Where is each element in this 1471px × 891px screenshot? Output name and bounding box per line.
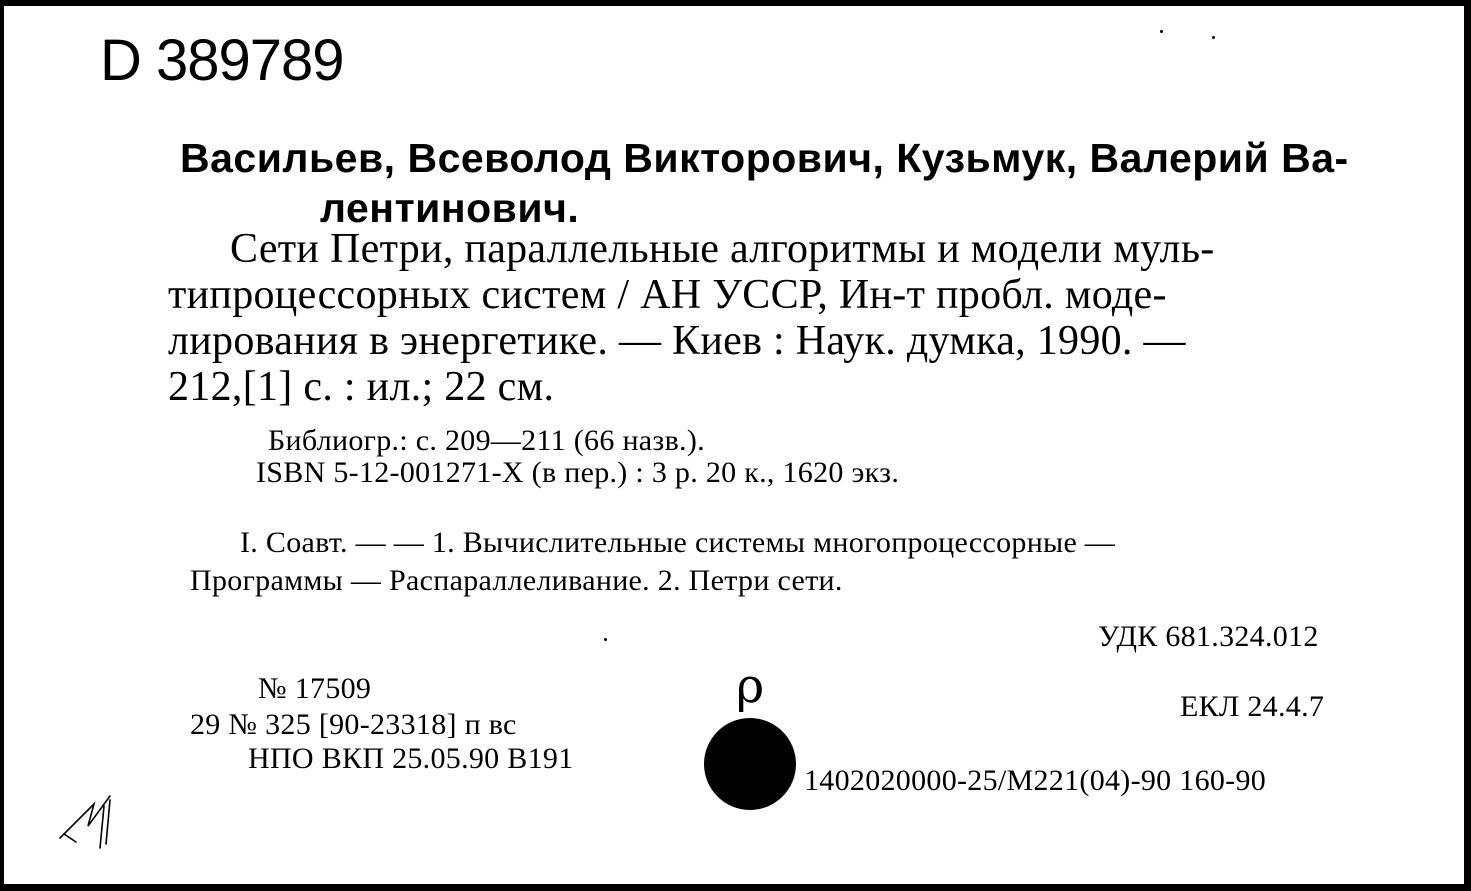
speck-mark: [1212, 36, 1215, 39]
author-heading-line-1: Васильев, Всеволод Викторович, Кузьмук, Валерий Ва-: [180, 135, 1349, 181]
tracing-line-1: I. Соавт. — — 1. Вычислительные системы многопроцессорные —: [240, 526, 1116, 559]
publisher-code: НПО ВКП 25.05.90 В191: [248, 742, 574, 775]
black-dot-mark: [704, 718, 796, 810]
speck-mark: [1160, 30, 1163, 33]
registration-number: № 17509: [258, 672, 372, 705]
bbk-code: 1402020000-25/М221(04)-90 160-90: [804, 764, 1267, 797]
title-line-4: 212,[1] с. : ил.; 22 см.: [168, 364, 555, 410]
catalog-card: [4, 6, 1464, 884]
speck-mark: [604, 638, 607, 641]
isbn-note: ISBN 5-12-001271-X (в пер.) : 3 р. 20 к., 1620 экз.: [256, 456, 900, 489]
call-number: D 389789: [100, 28, 344, 93]
tracing-line-2: Программы — Распараллеливание. 2. Петри сети.: [190, 564, 843, 597]
udk-code: УДК 681.324.012: [1098, 620, 1319, 653]
bibliography-note: Библиогр.: с. 209—211 (66 назв.).: [268, 424, 705, 457]
order-number: 29 № 325 [90-23318] п вс: [190, 708, 517, 741]
title-line-1: Сети Петри, параллельные алгоритмы и модели муль-: [230, 226, 1215, 272]
pencil-mark-icon: [54, 786, 124, 856]
title-line-3: лирования в энергетике. — Киев : Наук. думка, 1990. —: [168, 318, 1186, 364]
title-line-2: типроцессорных систем / АН УССР, Ин-т пробл. моде-: [168, 272, 1167, 318]
author-heading-line-2: лентинович.: [320, 185, 580, 231]
ekl-code: ЕКЛ 24.4.7: [1180, 690, 1325, 723]
rho-mark: ρ: [736, 658, 765, 714]
